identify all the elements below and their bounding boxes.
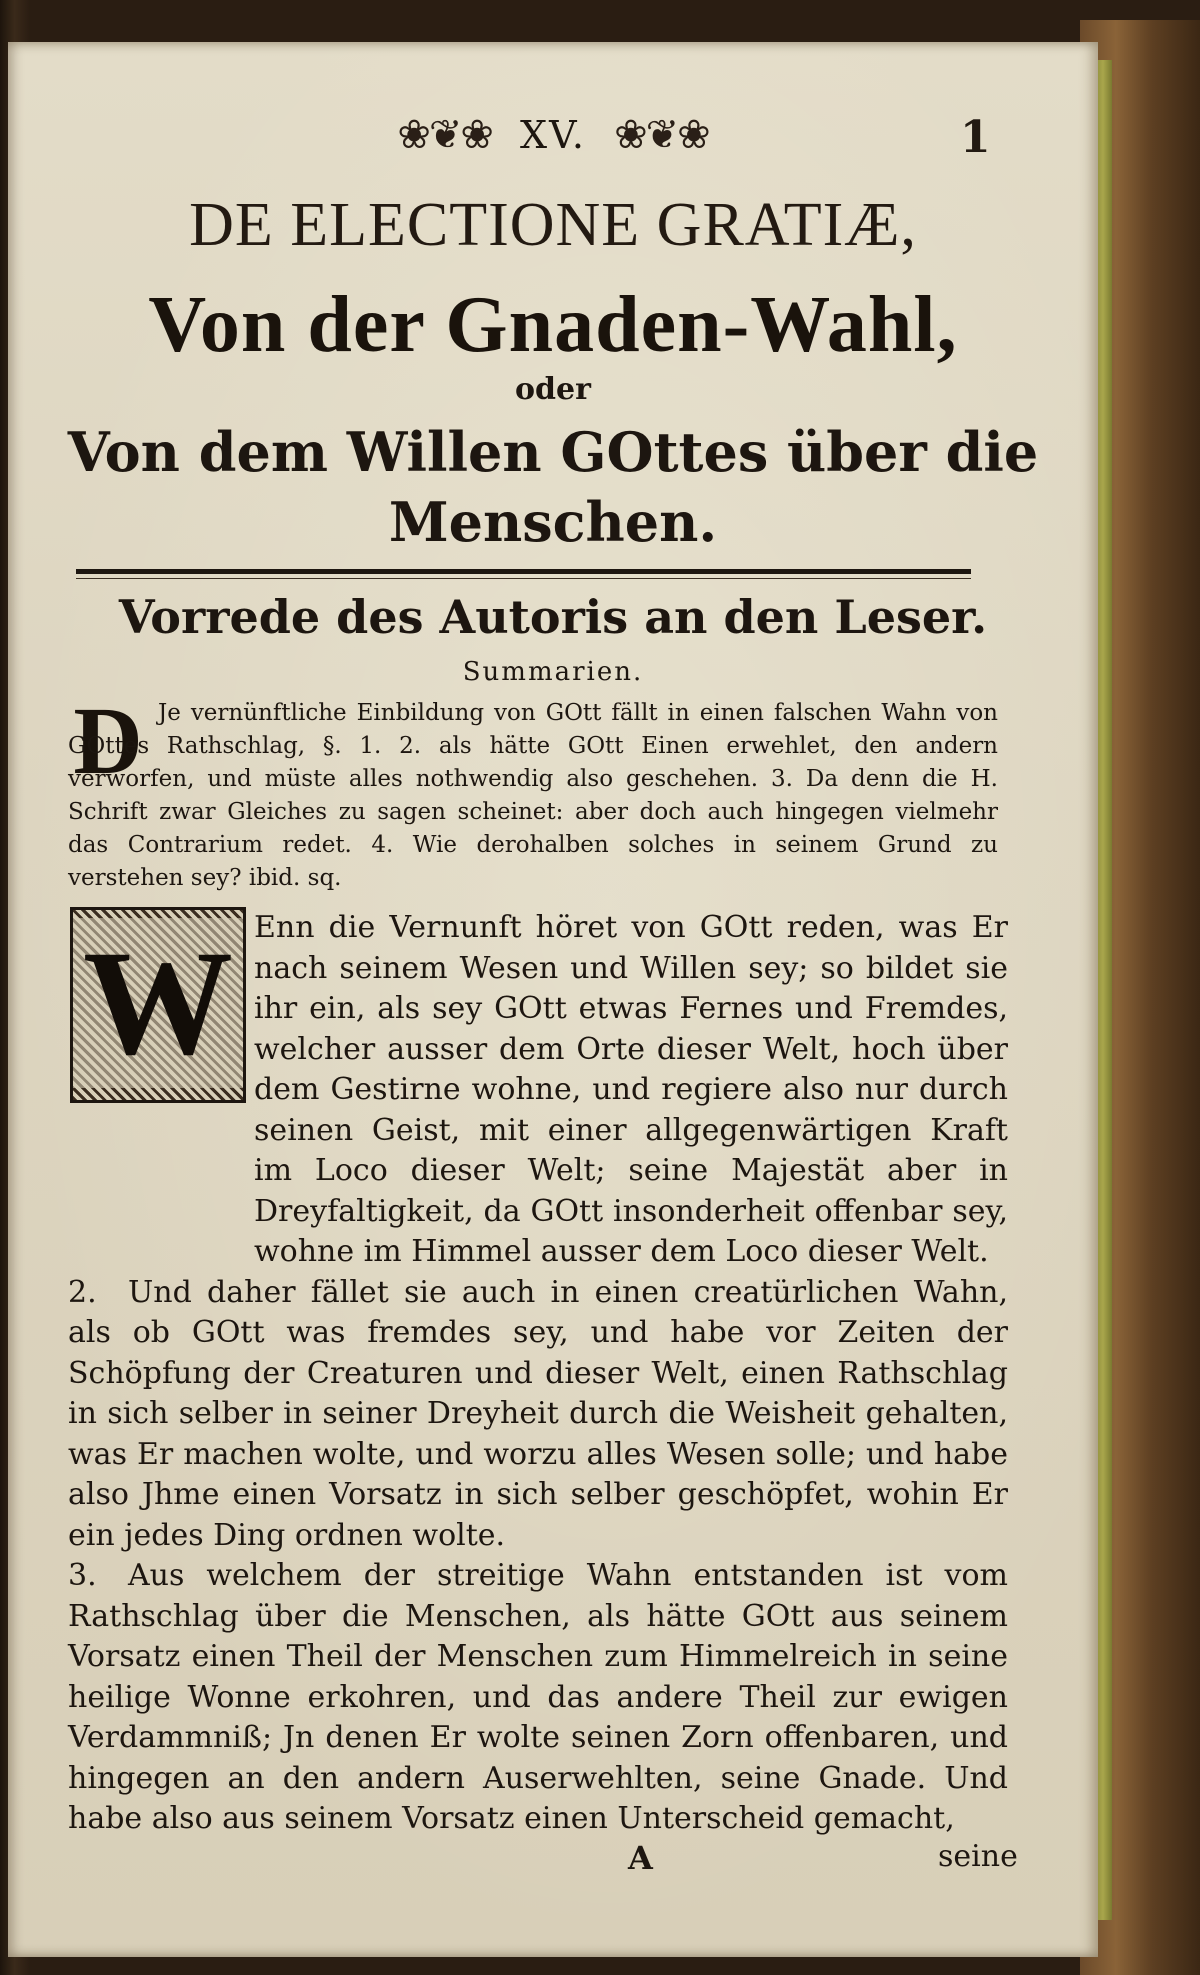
summary-paragraph <box>68 687 998 895</box>
chapter-header <box>8 112 1098 158</box>
paragraph-2-text: Und daher fället sie auch in einen creatürlichen Wahn, als ob GOtt was fremdes sey, und habe vor Zeiten der Schöpfung der Creaturen und dieser Welt, einen Rathschlag in sich selber in seiner Dreyheit durch die Weisheit gehalten, was Er machen wolte, und worzu alles Wesen solle; und habe also Jhme einen Vorsatz in sich selber geschöpfet, wohin Er ein jedes Ding ordnen wolte. <box>68 1274 1008 1553</box>
summary-text: Je vernünftliche Einbildung von GOtt fällt in einen falschen Wahn von GOttes Rathschlag, §. 1. 2. als hätte GOtt Einen erwehlet, den andern verworfen, und müste alles nothwendig also geschehen. 3. Da denn die H. Schrift zwar Gleiches zu sagen scheinet: aber doch auch hingegen vielmehr das Contrarium redet. 4. Wie derohalben solches in seinem Grund zu verstehen sey? ibid. sq. <box>68 700 998 891</box>
decorated-initial-letter: W <box>73 918 243 1088</box>
paragraph-3 <box>68 1556 1008 1840</box>
summary-initial: D <box>73 687 143 794</box>
chapter-number: XV. <box>520 113 586 157</box>
page-sheet <box>8 42 1098 1957</box>
catchword: seine <box>938 1839 1018 1874</box>
divider-rule-thin <box>76 578 971 579</box>
summary-heading: Summarien. <box>462 657 644 687</box>
paragraph-2 <box>68 1273 1008 1557</box>
subtitle-line-1: Von dem Willen GOttes über die <box>67 420 1039 484</box>
page-number: 1 <box>960 112 991 163</box>
title-latin: DE ELECTIONE GRATIÆ, <box>189 191 917 259</box>
body-text <box>68 908 1008 1840</box>
paragraph-number: 2. <box>68 1274 97 1310</box>
ornament-right-icon: ❀❦❀ <box>614 112 709 158</box>
subtitle-line-2: Menschen. <box>388 490 718 554</box>
paragraph-number: 3. <box>68 1558 97 1593</box>
divider-rule <box>76 569 971 574</box>
paragraph-1: Enn die Vernunft höret von GOtt reden, was Er nach seinem Wesen und Willen sey; so bildet sie ihr ein, als sey GOtt etwas Fernes und Fremdes, welcher ausser dem Orte dieser Welt, hoch über dem Gestirne wohne, und regiere also nur durch seinen Geist, mit einer allgegenwärtigen Kraft im Loco dieser Welt; seine Majestät aber in Dreyfaltigkeit, da GOtt insonderheit offenbar sey, wohne im Himmel ausser dem Loco dieser Welt. <box>254 910 1008 1269</box>
ornament-left-icon: ❀❦❀ <box>397 112 492 158</box>
paragraph-3-text: Aus welchem der streitige Wahn entstanden ist vom Rathschlag über die Menschen, als hätte GOtt aus seinem Vorsatz einen Theil der Menschen zum Himmelreich in seine heilige Wonne erkohren, und das andere Theil zur ewigen Verdammniß; Jn denen Er wolte seinen Zorn offenbaren, und hingegen an den andern Auserwehlten, seine Gnade. Und habe also aus seinem Vorsatz einen Unterscheid gemacht, <box>68 1558 1008 1836</box>
signature-mark: A <box>628 1839 653 1877</box>
preface-title: Vorrede des Autoris an den Leser. <box>118 590 988 644</box>
title-german: Von der Gnaden-Wahl, <box>148 281 958 369</box>
title-connector: oder <box>515 372 591 407</box>
